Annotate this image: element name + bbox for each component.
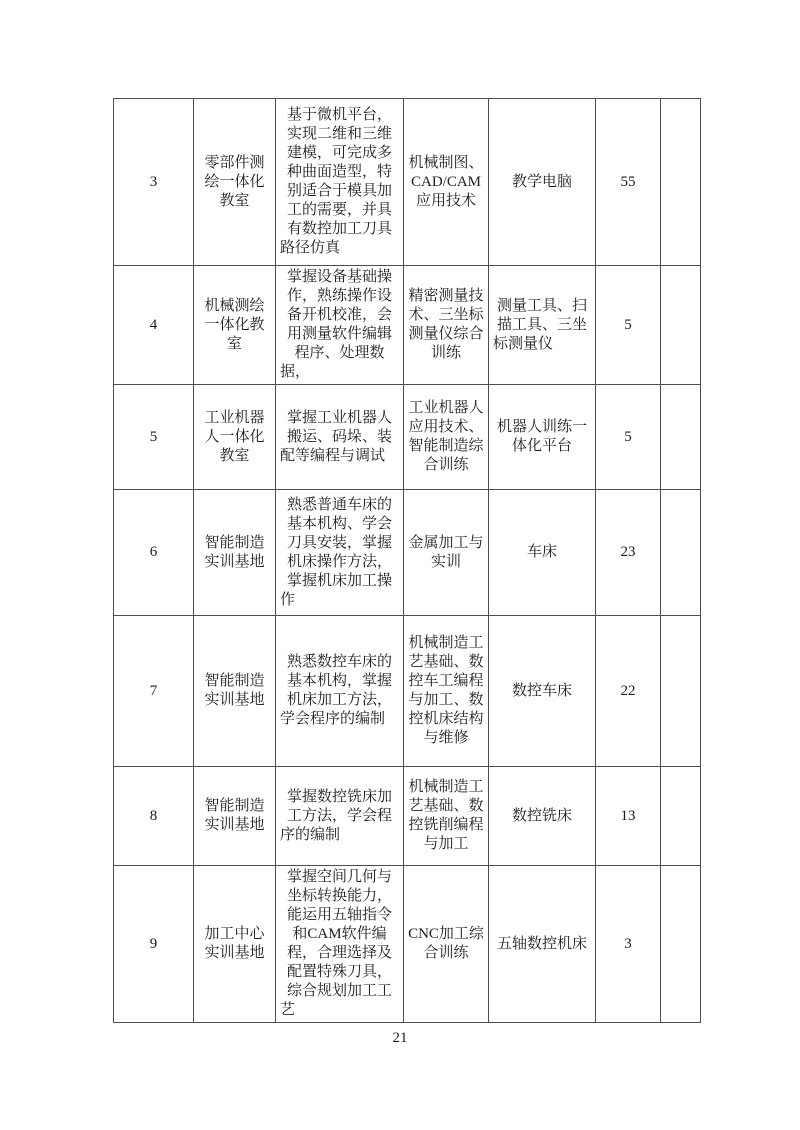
description-cell: 掌握空间几何与坐标转换能力，能运用五轴指令和CAM软件编程，合理选择及配置特殊刀具，综合规划加工工艺 bbox=[276, 866, 404, 1023]
description-cell: 熟悉数控车床的基本机构，掌握机床加工方法，学会程序的编制 bbox=[276, 616, 404, 767]
room-name-cell: 加工中心实训基地 bbox=[194, 866, 276, 1023]
table-row bbox=[114, 767, 701, 866]
course-cell: CNC加工综合训练 bbox=[404, 866, 489, 1023]
row-number-cell: 4 bbox=[114, 266, 194, 385]
table-row bbox=[114, 385, 701, 490]
room-name-cell: 智能制造实训基地 bbox=[194, 767, 276, 866]
table-row bbox=[114, 866, 701, 1023]
note-cell bbox=[661, 490, 701, 616]
course-cell: 机械制造工艺基础、数控铣削编程与加工 bbox=[404, 767, 489, 866]
row-number-cell: 5 bbox=[114, 385, 194, 490]
quantity-cell: 55 bbox=[596, 99, 661, 266]
course-cell: 精密测量技术、三坐标测量仪综合训练 bbox=[404, 266, 489, 385]
row-number-cell: 6 bbox=[114, 490, 194, 616]
equipment-cell: 五轴数控机床 bbox=[489, 866, 596, 1023]
note-cell bbox=[661, 99, 701, 266]
table-row bbox=[114, 616, 701, 767]
quantity-cell: 5 bbox=[596, 385, 661, 490]
quantity-cell: 5 bbox=[596, 266, 661, 385]
description-cell: 基于微机平台，实现二维和三维建模，可完成多种曲面造型，特别适合于模具加工的需要，并具有数控加工刀具路径仿真 bbox=[276, 99, 404, 266]
room-name-cell: 机械测绘一体化教室 bbox=[194, 266, 276, 385]
note-cell bbox=[661, 866, 701, 1023]
row-number-cell: 7 bbox=[114, 616, 194, 767]
quantity-cell: 13 bbox=[596, 767, 661, 866]
description-cell: 熟悉普通车床的基本机构、学会刀具安装，掌握机床操作方法，掌握机床加工操作 bbox=[276, 490, 404, 616]
equipment-cell: 数控铣床 bbox=[489, 767, 596, 866]
description-cell: 掌握数控铣床加工方法，学会程序的编制 bbox=[276, 767, 404, 866]
note-cell bbox=[661, 385, 701, 490]
course-cell: 工业机器人应用技术、智能制造综合训练 bbox=[404, 385, 489, 490]
room-name-cell: 智能制造实训基地 bbox=[194, 490, 276, 616]
equipment-cell: 测量工具、扫描工具、三坐标测量仪 bbox=[489, 266, 596, 385]
table-row bbox=[114, 266, 701, 385]
equipment-cell: 数控车床 bbox=[489, 616, 596, 767]
table-row bbox=[114, 490, 701, 616]
equipment-cell: 机器人训练一体化平台 bbox=[489, 385, 596, 490]
facilities-table bbox=[113, 98, 701, 1023]
course-cell: 金属加工与实训 bbox=[404, 490, 489, 616]
row-number-cell: 3 bbox=[114, 99, 194, 266]
row-number-cell: 9 bbox=[114, 866, 194, 1023]
room-name-cell: 工业机器人一体化教室 bbox=[194, 385, 276, 490]
description-cell: 掌握设备基础操作，熟练操作设备开机校准，会用测量软件编辑程序、处理数据， bbox=[276, 266, 404, 385]
note-cell bbox=[661, 266, 701, 385]
quantity-cell: 23 bbox=[596, 490, 661, 616]
quantity-cell: 3 bbox=[596, 866, 661, 1023]
room-name-cell: 智能制造实训基地 bbox=[194, 616, 276, 767]
equipment-cell: 教学电脑 bbox=[489, 99, 596, 266]
description-cell: 掌握工业机器人搬运、码垛、装配等编程与调试 bbox=[276, 385, 404, 490]
row-number-cell: 8 bbox=[114, 767, 194, 866]
course-cell: 机械制图、CAD/CAM应用技术 bbox=[404, 99, 489, 266]
note-cell bbox=[661, 616, 701, 767]
page-number: 21 bbox=[392, 1030, 408, 1046]
course-cell: 机械制造工艺基础、数控车工编程与加工、数控机床结构与维修 bbox=[404, 616, 489, 767]
quantity-cell: 22 bbox=[596, 616, 661, 767]
note-cell bbox=[661, 767, 701, 866]
room-name-cell: 零部件测绘一体化教室 bbox=[194, 99, 276, 266]
table-row bbox=[114, 99, 701, 266]
equipment-cell: 车床 bbox=[489, 490, 596, 616]
